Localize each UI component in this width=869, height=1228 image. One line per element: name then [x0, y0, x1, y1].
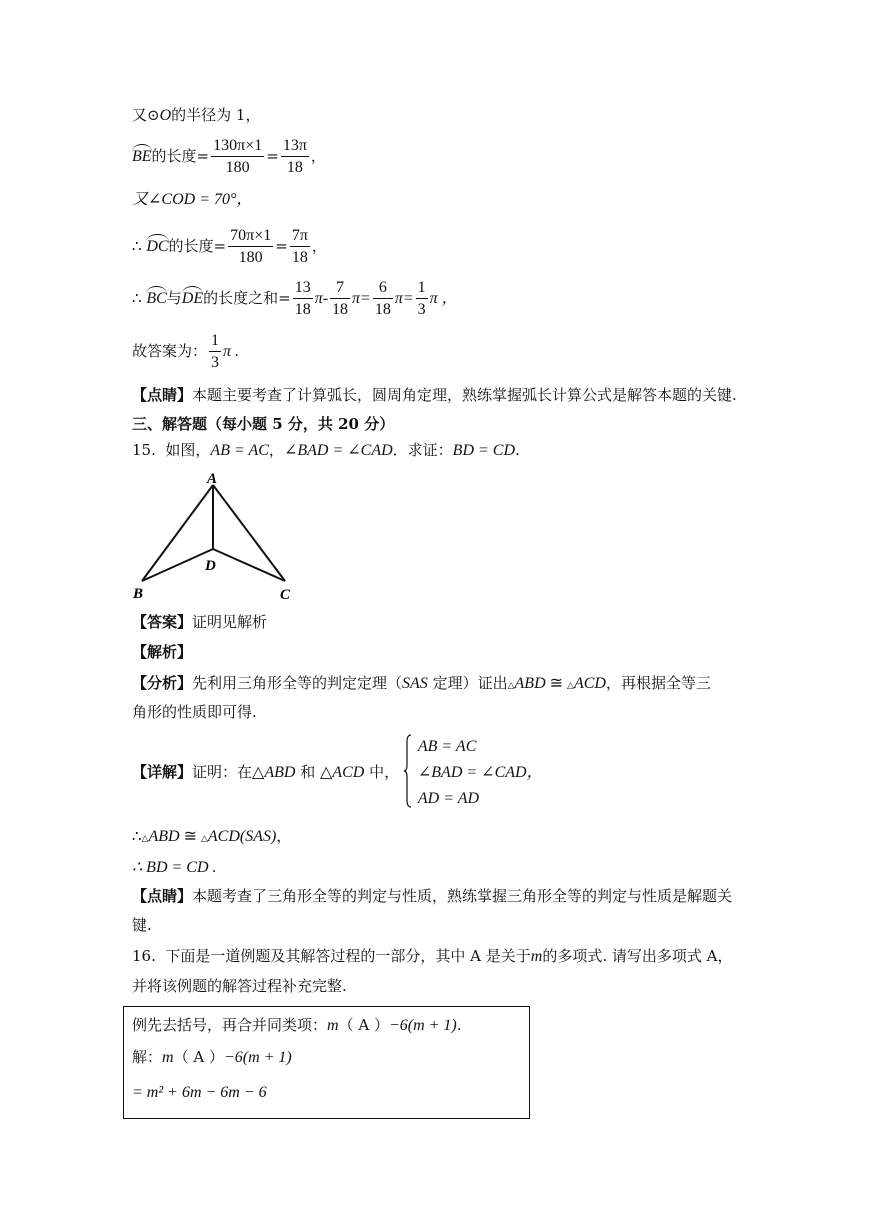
line-radius-post: 的半径为 1， [171, 106, 261, 124]
frac-dc-1: $\frac{70\pi\times 1}{180}$ [230, 227, 272, 266]
question-16-line-2: 并将该例题的解答过程补充完整. [132, 977, 347, 995]
fenxi-line-1: 【分析】先利用三角形全等的判定定理（SAS 定理）证出△ABD ≅ △ACD，再根据全等三 [132, 674, 711, 692]
dianjing-2-line-2: 键. [132, 916, 152, 934]
line-radius [132, 108, 260, 124]
line-arc-sum: ∴ BC与DE的长度之和= $\frac{13}{18}$ π- $\frac{7}{18}$ π= $\frac{6}{18}$ π= $\frac{1}{3}$ π ， [132, 279, 458, 318]
frac-sum-4: $\frac{1}{3}$ [417, 279, 426, 318]
conclusion-1: ∴△ABD ≅ △ACD(SAS)， [132, 827, 292, 845]
box-line-1: 例先去括号，再合并同类项：m（ A ）−6(m + 1). [132, 1016, 462, 1034]
fenxi-line-2: 角形的性质即可得. [132, 703, 257, 721]
section-title: 三、解答题（每小题 5 分，共 20 分） [132, 415, 395, 433]
line-angle-cod: 又∠COD = 70°， [132, 191, 253, 208]
box-line-2: 解：m（ A ）−6(m + 1) [132, 1048, 292, 1066]
frac-sum-3: $\frac{6}{18}$ [374, 279, 391, 318]
circle-o: O [159, 107, 172, 124]
label-c: C [280, 587, 291, 603]
dianjing-2-line-1: 【点睛】本题考查了三角形全等的判定与性质，熟练掌握三角形全等的判定与性质是解题关 [132, 887, 733, 905]
arc-be-label: 的长度= [151, 147, 210, 165]
line-final-answer: 故答案为： $\frac{1}{3}$ π . [132, 332, 240, 371]
triangle-figure [130, 468, 300, 608]
arc-bc: BC [146, 290, 167, 307]
analysis-tag: 【解析】 [132, 643, 193, 661]
line-radius-pre: 又⊙ [132, 106, 160, 124]
question-16-line-1: 16. 下面是一道例题及其解答过程的一部分，其中 A 是关于m的多项式. 请写出多项式 A， [132, 947, 733, 965]
line-dianjing-1: 【点睛】本题主要考查了计算弧长，圆周角定理，熟练掌握弧长计算公式是解答本题的关键. [132, 386, 737, 404]
xiangjie-block: 【详解】证明：在△ABD 和 △ACD 中， AB = AC ∠BAD = ∠CAD， AD = AD [132, 734, 543, 812]
edge-ac [213, 485, 285, 581]
label-b: B [133, 586, 144, 602]
frac-be-1: $\frac{130\pi\times 1}{180}$ [213, 137, 263, 176]
line-arc-be: BE的长度= $\frac{130\pi\times 1}{180}$ = $\frac{13\pi}{18}$ ， [132, 137, 326, 176]
answer-line: 【答案】证明见解析 [132, 613, 268, 631]
frac-answer: $\frac{1}{3}$ [211, 332, 220, 371]
line-arc-dc: ∴ DC的长度= $\frac{70\pi\times 1}{180}$ = $\frac{7\pi}{18}$ ， [132, 227, 327, 266]
frac-be-2: $\frac{13\pi}{18}$ [282, 137, 307, 176]
conclusion-2: ∴ BD = CD . [132, 859, 217, 876]
frac-dc-2: $\frac{7\pi}{18}$ [291, 227, 308, 266]
frac-sum-2: $\frac{7}{18}$ [332, 279, 349, 318]
question-15: 15. 如图，AB = AC，∠BAD = ∠CAD．求证：BD = CD. [132, 441, 520, 459]
frac-sum-1: $\frac{13}{18}$ [294, 279, 311, 318]
edge-ab [142, 485, 213, 581]
box-line-3: = m² + 6m − 6m − 6 [132, 1084, 267, 1101]
equation-system: AB = AC ∠BAD = ∠CAD， AD = AD [404, 734, 543, 812]
arc-be: BE [132, 148, 152, 165]
brace-icon [404, 734, 412, 808]
arc-dc: DC [146, 238, 169, 255]
label-d: D [205, 558, 216, 574]
arc-de: DE [181, 290, 204, 307]
label-a: A [207, 471, 218, 487]
